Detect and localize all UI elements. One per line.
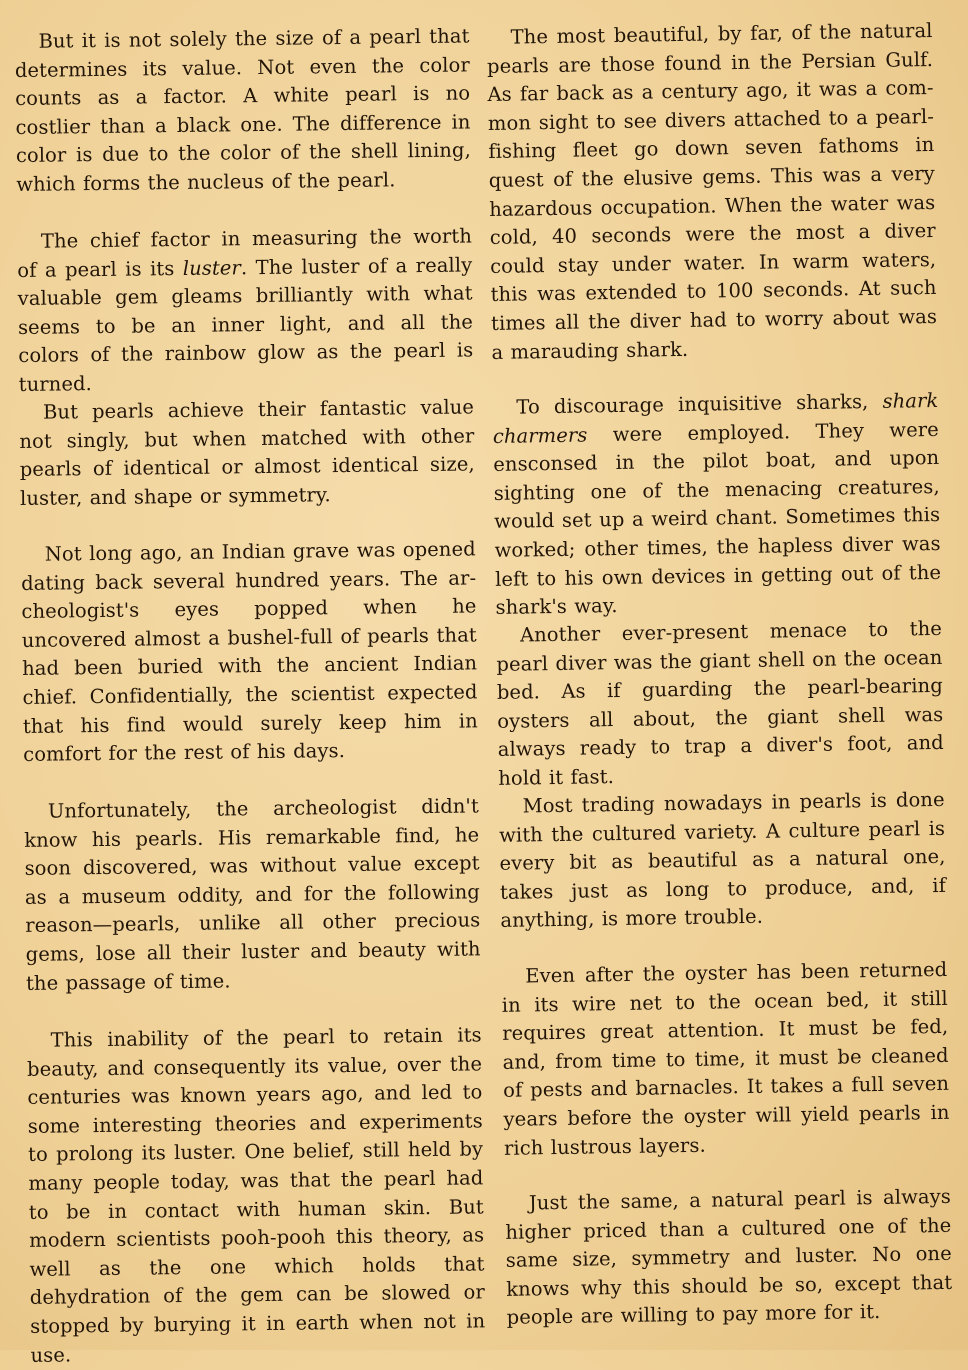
- paragraph: Unfortunately, the archeologist didn't know his pearls. His remarkable find, he soon discovered, was without value except as a museum oddity, and for the following reason—pearls, unlike all other precious gems, lose all their luster and beauty with the passage of time.: [24, 794, 481, 995]
- paragraph: [17, 222, 474, 399]
- paragraph-text: were employed. They were ensconsed in the pilot boat, and upon sighting one of the menacing creatures, would set up a weird chant. Sometimes this worked; other times, the hapless diver was left to his own devices in getting out of the shark's way.: [493, 417, 942, 620]
- paragraph-text: To discourage inquisitive sharks,: [516, 389, 883, 419]
- paragraph: This inability of the pearl to retain its beauty, and consequently its value, over the centuries was known years ago, and led to some interesting theories and experiments to prolong its luster. One belief, still held by many people today, was that the pearl had to be in contact with human skin. But modern scientists pooh-pooh this theory, as well as the one which holds that dehydration of the gem can be slowed or stopped by burying it in earth when not in use.: [26, 1023, 486, 1367]
- paragraph-text: . The luster of a really valuable gem gleams brilliantly with what seems to be an inner light, and all the colors of the rainbow glow as the pearl is turned.: [17, 253, 474, 396]
- paragraph: But pearls achieve their fantastic value not singly, but when matched with other pearls of identical or almost identical size, luster, and shape or symmetry.: [19, 395, 475, 510]
- paragraph: Even after the oyster has been returned in its wire net to the ocean bed, it still requires great attention. It must be fed, and, from time to time, it must be cleaned of pests and barnacles. It takes a full seven years before the oyster will yield pearls in rich lustrous layers.: [501, 957, 950, 1160]
- paragraph: Just the same, a natural pearl is always higher priced than a cultured one of the same size, symmetry and luster. No one knows why this should be so, except that people are willing to pay more for it.: [505, 1184, 953, 1330]
- paragraph: But it is not solely the size of a pearl that determines its value. Not even the color counts as a factor. A white pearl is no costlier than a black one. The difference in color is due to the color of the shell lining, which forms the nucleus of the pearl.: [14, 24, 472, 196]
- paragraph: Not long ago, an Indian grave was opened dating back several hundred years. The archeologist's eyes popped when he uncovered almost a bushel-full of pearls that had been buried with the ancient Indian chief. Confidentially, the scientist expected that his find would surely keep him in comfort for the rest of his days.: [20, 537, 478, 767]
- emphasized-term: shark charmers: [492, 388, 939, 448]
- paragraph: [492, 387, 942, 623]
- paragraph-text: The chief factor in measuring the worth of a pearl is its: [17, 224, 473, 282]
- paragraph: Another ever-present menace to the pearl diver was the giant shell on the ocean bed. As if guarding the pearl-bearing oysters all about, the giant shell was always ready to trap a diver's foot, and hold it fast.: [496, 616, 944, 790]
- paragraph: The most beautiful, by far, of the natural pearls are those found in the Persian Gulf. As far back as a century ago, it was a common sight to see divers attached to a pearlfishing fleet go down seven fathoms in quest of the elusive gems. This was a very hazardous occupation. When the water was cold, 40 seconds were the most a diver could stay under water. In warm waters, this was extended to 100 seconds. At such times all the diver had to worry about was a marauding shark.: [486, 18, 938, 364]
- emphasized-term: luster: [182, 255, 242, 280]
- paragraph: Most trading nowadays in pearls is done with the cultured variety. A culture pearl is every bit as beautiful as a natural one, takes just as long to produce, and, if anything, is more trouble.: [498, 787, 947, 933]
